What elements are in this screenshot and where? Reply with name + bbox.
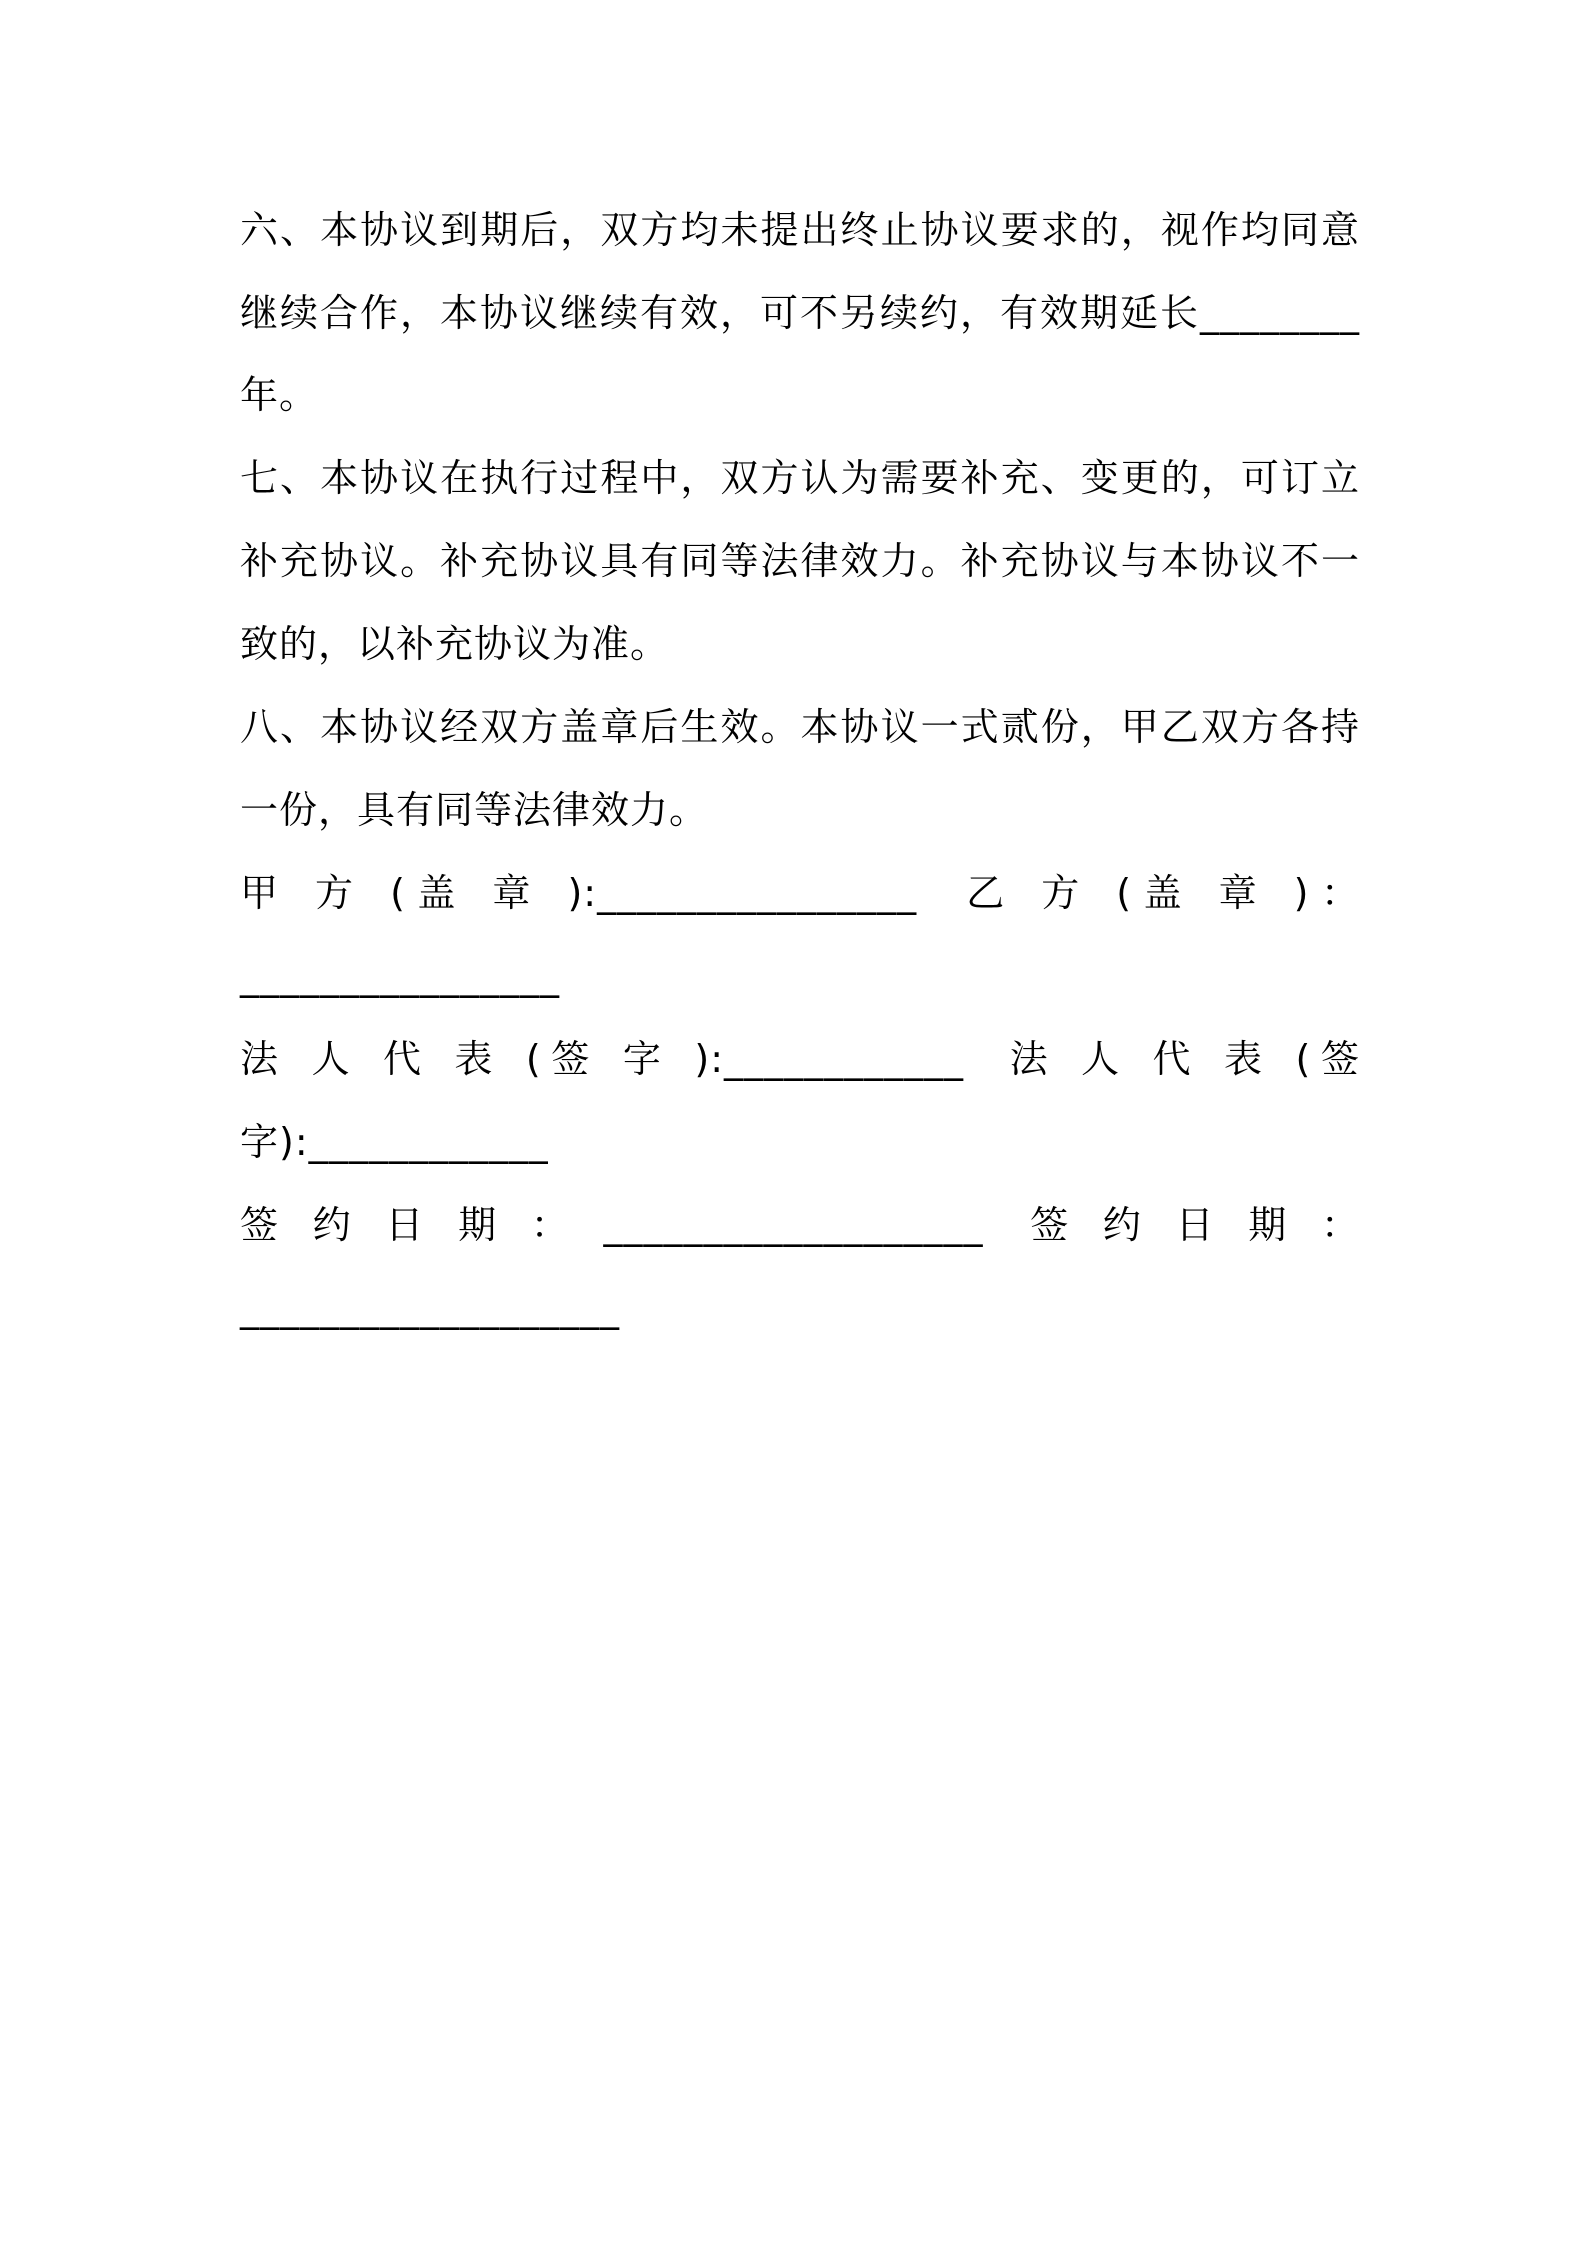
signing-date-line-1: 签 约 日 期 ： ___________________ 签 约 日 期 ：: [240, 1203, 1360, 1247]
clause-7-line-3: 致的，以补充协议为准。: [240, 622, 670, 666]
clause-6-line-3: 年。: [240, 373, 319, 417]
seal-line-2: ________________: [240, 954, 560, 998]
clause-7-line-2: 补充协议。补充协议具有同等法律效力。补充协议与本协议不一: [240, 539, 1360, 583]
clause-8-line-1: 八、本协议经双方盖章后生效。本协议一式贰份，甲乙双方各持: [240, 705, 1360, 749]
representative-line-1: 法 人 代 表 (签 字 ):____________ 法 人 代 表 (签: [240, 1037, 1360, 1081]
clause-7-line-1: 七、本协议在执行过程中，双方认为需要补充、变更的，可订立: [240, 456, 1360, 500]
clause-6-line-2: 继续合作，本协议继续有效，可不另续约，有效期延长________: [240, 291, 1360, 335]
clause-6-line-1: 六、本协议到期后，双方均未提出终止协议要求的，视作均同意: [240, 208, 1360, 252]
seal-line-1: 甲 方 (盖 章 ):________________ 乙 方 (盖 章 )：: [240, 871, 1360, 915]
representative-line-2: 字):____________: [240, 1120, 549, 1164]
signing-date-line-2: ___________________: [240, 1286, 620, 1330]
clause-8-line-2: 一份，具有同等法律效力。: [240, 788, 709, 832]
